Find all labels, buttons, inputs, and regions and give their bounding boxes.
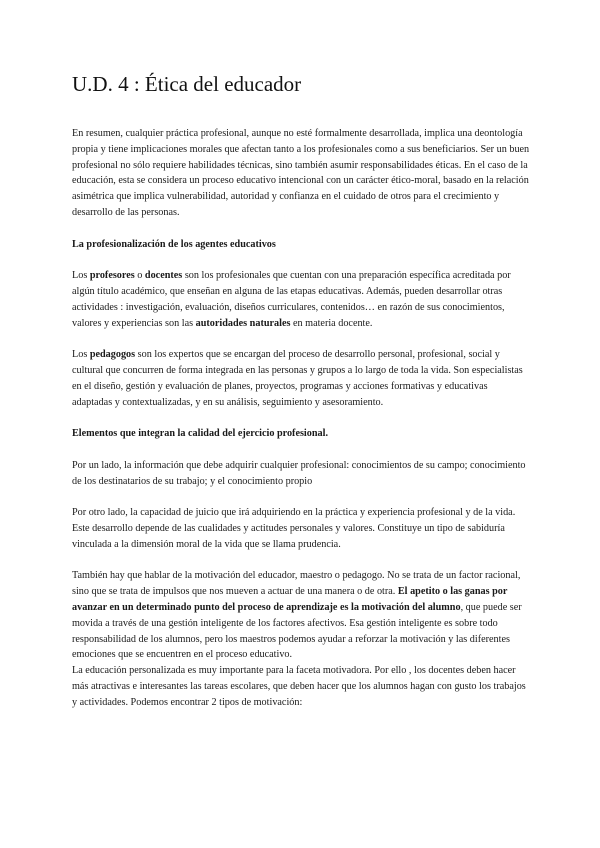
- motivacion-paragraph: También hay que hablar de la motivación del educador, maestro o pedagogo. No se trata de un factor racional, sino que se trata de impulsos que nos mueven a actuar de una manera o de otra. El apetito o las ganas por avanzar en un determinado punto del proceso de aprendizaje es la motivación del alumno, que puede ser movida a través de una gestión inteligente de los factores afectivos. Esa gestión inteligente es sobre todo responsabilidad de los alumnos, pero los maestros podemos ayudar a reforzar la motivación y las diferentes emociones que se encuentren en el proceso educativo.: [72, 570, 522, 661]
- informacion-paragraph: Por un lado, la información que debe adquirir cualquier profesional: conocimientos de su campo; conocimiento de los destinatarios de su trabajo; y el conocimiento propio: [72, 459, 526, 487]
- section-heading-calidad: Elementos que integran la calidad del ejercicio profesional.: [72, 428, 328, 440]
- juicio-paragraph: Por otro lado, la capacidad de juicio que irá adquiriendo en la práctica y experiencia profesional y de la vida. Este desarrollo depende de las cualidades y actitudes personales y valores. Constituye un tipo de sabiduría vinculada a la dimensión moral de la vida que se llama prudencia.: [72, 507, 516, 550]
- pedagogos-paragraph: Los pedagogos son los expertos que se encargan del proceso de desarrollo personal, profesional, social y cultural que concurren de forma integrada en las personas y grupos a lo largo de toda la vida. Son especialistas en el diseño, gestión y evaluación de planes, proyectos, programas y acciones formativas y educativas adaptadas y contextualizadas, y en su análisis, seguimiento y asesoramiento.: [72, 349, 523, 408]
- educacion-personalizada-paragraph: La educación personalizada es muy importante para la faceta motivadora. Por ello , los docentes deben hacer más atractivas e interesantes las tareas escolares, que deben hacer que los alumnos hagan con gusto los trabajos y actividades. Podemos encontrar 2 tipos de motivación:: [72, 665, 526, 708]
- intro-paragraph: En resumen, cualquier práctica profesional, aunque no esté formalmente desarrollada, implica una deontología propia y tiene implicaciones morales que afectan tanto a los profesionales como a sus beneficiarios. Ser un buen profesional no sólo requiere habilidades técnicas, sino también asumir responsabilidades éticas. En el caso de la educación, esta se considera un proceso educativo intencional con un carácter ético-moral, basado en la relación asimétrica que implica vulnerabilidad, autoridad y confianza en el cuidado de otros para el crecimiento y desarrollo de las personas.: [72, 128, 530, 218]
- profesores-paragraph: Los profesores o docentes son los profesionales que cuentan con una preparación específica acreditada por algún título académico, que enseñan en alguna de las etapas educativas. Además, pueden desarrollar otras actividades : investigación, evaluación, diseños curriculares, contenidos… en razón de sus conocimientos, valores y experiencias son las autoridades naturales en materia docente.: [72, 270, 511, 329]
- section-heading-profesionalizacion: La profesionalización de los agentes educativos: [72, 238, 276, 250]
- document-body: [72, 126, 530, 726]
- document-title: U.D. 4 : Ética del educador: [72, 72, 302, 96]
